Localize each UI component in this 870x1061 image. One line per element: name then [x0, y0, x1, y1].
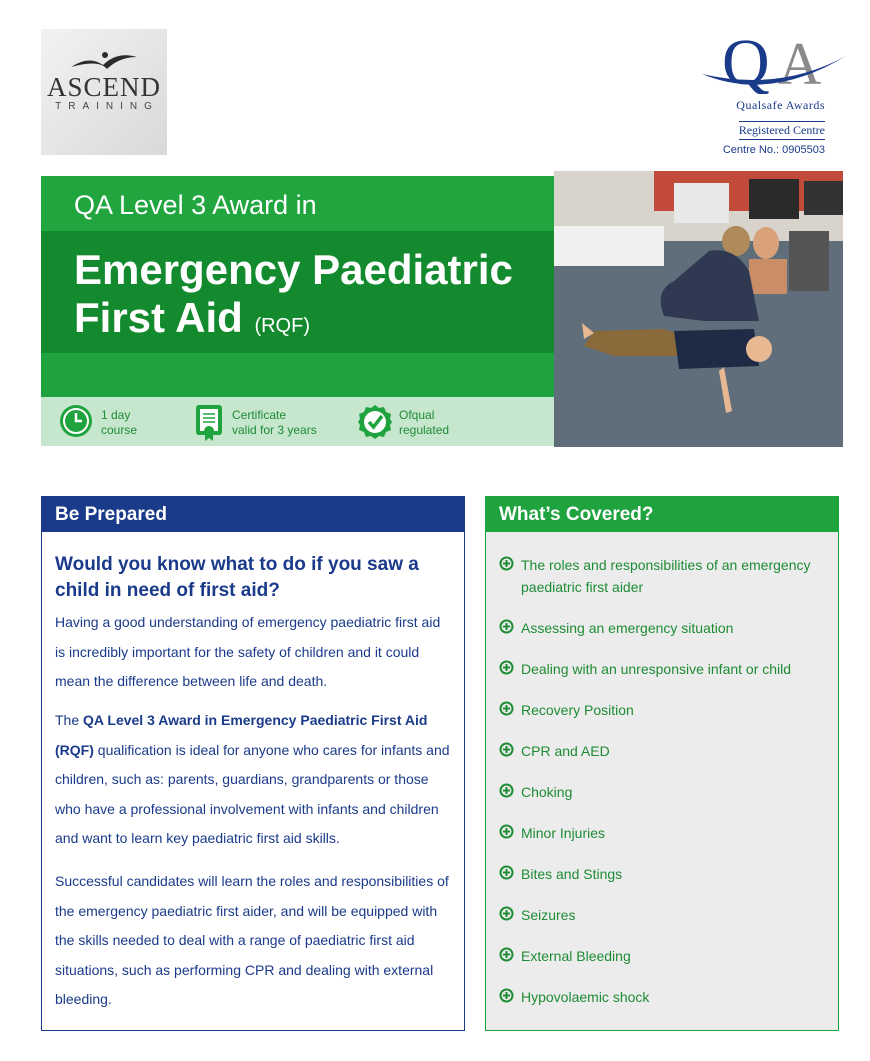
registered-centre-text: Registered Centre: [739, 121, 825, 140]
question-heading: Would you know what to do if you saw a child in need of first aid?: [55, 554, 419, 601]
list-item: [499, 986, 824, 1008]
course-title-banner: [41, 176, 554, 446]
rqf-suffix: (RQF): [254, 315, 310, 337]
list-item: [499, 945, 824, 967]
ascend-word: ASCEND: [46, 72, 161, 102]
plus-circle-icon: [499, 742, 514, 757]
list-item-text: Seizures: [521, 907, 576, 923]
be-prepared-panel: [41, 496, 465, 1031]
course-title: Emergency Paediatric First Aid (RQF): [74, 246, 513, 341]
list-item-text: Hypovolaemic shock: [521, 989, 650, 1005]
course-features-strip: 1 day course Certificate valid for 3 years Ofqual regulated: [41, 397, 554, 446]
list-item: [499, 699, 824, 721]
list-item-text: The roles and responsibilities of an emergency paediatric first aider: [521, 557, 811, 595]
list-item-text: Minor Injuries: [521, 825, 606, 841]
list-item: [499, 617, 824, 639]
paragraph-importance: Having a good understanding of emergency paediatric first aid is incredibly important for the safety of children and it could mean the difference between life and death.: [55, 614, 441, 690]
paragraph-qualification: The QA Level 3 Award in Emergency Paediatric First Aid (RQF) qualification is ideal for anyone who cares for infants and children, such as: parents, guardians, grandparents or those who have a professional involvement with infants and children and want to learn key paediatric first aid skills.: [55, 712, 450, 847]
plus-circle-icon: [499, 556, 514, 571]
list-item: [499, 554, 824, 598]
clock-icon: [59, 404, 93, 438]
whats-covered-panel: [485, 496, 839, 1031]
paragraph-outcomes: Successful candidates will learn the roles and responsibilities of the emergency paediatric first aider, and will be equipped with the skills needed to deal with a range of paediatric first aid situations, such as performing CPR and dealing with external bleeding.: [55, 873, 449, 1008]
list-item-text: CPR and AED: [521, 743, 610, 759]
award-level: QA Level 3 Award in: [74, 190, 317, 220]
plus-circle-icon: [499, 947, 514, 962]
qa-swoosh-icon: [700, 28, 850, 94]
qualsafe-logo: [700, 28, 850, 158]
plus-circle-icon: [499, 824, 514, 839]
list-item: [499, 822, 824, 844]
training-word: TRAINING: [55, 101, 159, 112]
list-item-text: Recovery Position: [521, 702, 634, 718]
svg-text:Q: Q: [722, 28, 770, 94]
list-item-text: External Bleeding: [521, 948, 631, 964]
plus-circle-icon: [499, 906, 514, 921]
plus-circle-icon: [499, 783, 514, 798]
whats-covered-heading: What’s Covered?: [486, 497, 838, 532]
list-item-text: Bites and Stings: [521, 866, 623, 882]
list-item-text: Choking: [521, 784, 573, 800]
check-badge-icon: [357, 404, 393, 440]
plus-circle-icon: [499, 988, 514, 1003]
list-item-text: Dealing with an unresponsive infant or child: [521, 661, 792, 677]
ascend-training-logo: [41, 29, 167, 155]
bird-icon: [69, 47, 139, 73]
list-item: [499, 658, 824, 680]
list-item: [499, 740, 824, 762]
qualsafe-awards-text: Qualsafe Awards: [736, 98, 825, 112]
centre-number: Centre No.: 0905503: [722, 144, 825, 156]
cpr-scene-image: [554, 171, 843, 447]
plus-circle-icon: [499, 701, 514, 716]
list-item: [499, 781, 824, 803]
certificate-icon: [194, 404, 224, 442]
list-item-text: Assessing an emergency situation: [521, 620, 734, 636]
svg-text:A: A: [778, 31, 822, 94]
list-item: [499, 904, 824, 926]
plus-circle-icon: [499, 619, 514, 634]
list-item: [499, 863, 824, 885]
plus-circle-icon: [499, 865, 514, 880]
plus-circle-icon: [499, 660, 514, 675]
training-photo: [554, 171, 843, 447]
be-prepared-heading: Be Prepared: [42, 497, 464, 532]
